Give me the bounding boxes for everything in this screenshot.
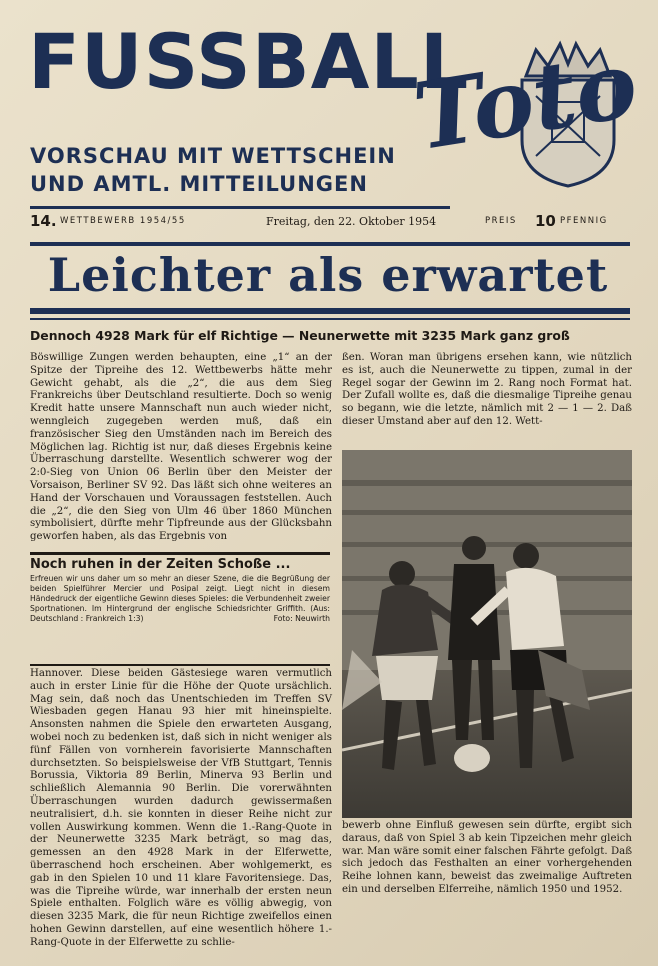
header-rule xyxy=(30,206,450,209)
article-column-2-bottom xyxy=(342,820,632,897)
price-label: PREIS xyxy=(485,216,517,226)
paragraph: Hannover. Diese beiden Gästesiege waren vermutlich auch in erster Linie für die Höhe der Quote ursächlich. Mag sein, daß noch das Unentschieden im Treffen SV Wiesbaden gegen Hanau 93 hier mit hineinspielte. Ansonsten nahmen die Spiele den erwarteten Ausgang, wobei noch zu bedenken ist, daß sich in nicht weniger als fünf Fällen von vornherein favorisierte Mannschaften durchsetzten. So beispielsweise der VfB Stuttgart, Tennis Borussia, Viktoria 89 Berlin, Minerva 93 Berlin und schließlich Alemannia 90 Berlin. Die vorerwähnten Überraschungen wurden dadurch gewissermaßen neutralisiert, d.h. sie konnten in dieser Reihe nicht zur vollen Auswirkung kommen. Wenn die 1.-Rang-Quote in der Neunerwette 3235 Mark beträgt, so mag das, gemessen an den 4928 Mark in der Elferwette, überraschend hoch erscheinen. Aber wohlgemerkt, es gab in den Spielen 10 und 11 klare Favoritensiege. Das, was die Tipreihe würde, war innerhalb der ersten neun Spiele enthalten. Folglich wäre es völlig abwegig, von diesen 3235 Mark, die für neun Richtige zweifellos einen hohen Gewinn darstellen, auf eine wesentlich höhere 1.-Rang-Quote in der Elferwette zu schlie- xyxy=(30,668,332,948)
masthead-toto: Toto xyxy=(406,29,645,172)
issue-infobar xyxy=(30,212,618,234)
paragraph: ßen. Woran man übrigens ersehen kann, wie nützlich es ist, auch die Neunerwette zu tippen, zumal in der Regel sogar der Gewinn im 2. Rang noch Format hat. Der Zufall wollte es, daß die diesmalige Tipreihe genau so begann, wie die letzte, nämlich mit 2 — 1 — 2. Daß dieser Umstand aber auf den 12. Wett- xyxy=(342,352,632,427)
issue-date: Freitag, den 22. Oktober 1954 xyxy=(266,215,437,228)
masthead-subtitle-1: VORSCHAU MIT WETTSCHEIN xyxy=(30,144,396,168)
issue-number: 14. xyxy=(30,212,57,230)
caption-rule xyxy=(30,664,330,666)
competition-label: WETTBEWERB 1954/55 xyxy=(60,216,186,226)
photo-credit: Foto: Neuwirth xyxy=(273,614,330,623)
headline-rule-bottom xyxy=(30,308,630,314)
headline-rule-thin xyxy=(30,318,630,320)
masthead-title: FUSSBALL xyxy=(28,17,470,106)
price-unit: PFENNIG xyxy=(560,216,608,226)
article-column-2-top xyxy=(342,352,632,429)
photo-players-handshake xyxy=(342,450,632,818)
article-headline: Leichter als erwartet xyxy=(47,248,609,302)
article-column-1-bottom xyxy=(30,668,332,950)
article-column-1-top xyxy=(30,352,332,544)
price-value: 10 xyxy=(535,212,556,230)
paragraph: bewerb ohne Einfluß gewesen sein dürfte, ergibt sich daraus, daß von Spiel 3 ab kein Tipzeichen mehr gleich war. Man wäre somit einer falschen Fährte gefolgt. Daß sich jedoch das Festhalten an einer vorhergehenden Reihe lohnen kann, beweist das zweimalige Auftreten ein und derselben Elferreihe, nämlich 1950 und 1952. xyxy=(342,820,632,895)
photo-caption xyxy=(30,574,330,624)
masthead-subtitle-2: UND AMTL. MITTEILUNGEN xyxy=(30,172,368,196)
caption-text: Erfreuen wir uns daher um so mehr an dieser Szene, die die Begrüßung der beiden Spielführer Mercier und Posipal zeigt. Liegt nicht in diesem Händedruck der eigentliche Gewinn dieses Spieles: die Verbundenheit zweier Sportnationen. Im Hintergrund der englische Schiedsrichter Griffith. (Aus: Deutschland : Frankreich 1:3) xyxy=(30,574,330,623)
paragraph: Böswillige Zungen werden behaupten, eine „1“ an der Spitze der Tipreihe des 12. Wettbewerbs hätte mehr Gewicht gehabt, als die „2“, die aus dem Sieg Frankreichs über Deutschland resultierte. Doch so wenig Kredit hatte unsere Mannschaft nun auch wieder nicht, wenngleich zugegeben werden muß, daß ein französischer Sieg den Umständen nach im Bereich des Möglichen lag. Richtig ist nur, daß dieses Ergebnis keine Überraschung darstellte. Wesentlich schwerer wog der 2:0-Sieg von Union 06 Berlin über den Meister der Vorsaison, Berliner SV 92. Das läßt sich ohne weiteres an Hand der Vorschauen und Voraussagen feststellen. Auch die „2“, die den Sieg von Ulm 46 über 1860 München symbolisiert, dürfte mehr Tipfreunde aus der Glücksbahn geworfen haben, als das Ergebnis von xyxy=(30,352,332,543)
headline-rule-top xyxy=(30,242,630,246)
match-photo xyxy=(342,450,632,818)
article-subheadline: Dennoch 4928 Mark für elf Richtige — Neunerwette mit 3235 Mark ganz groß xyxy=(30,328,570,343)
photo-box-heading: Noch ruhen in der Zeiten Schoße ... xyxy=(30,552,330,575)
